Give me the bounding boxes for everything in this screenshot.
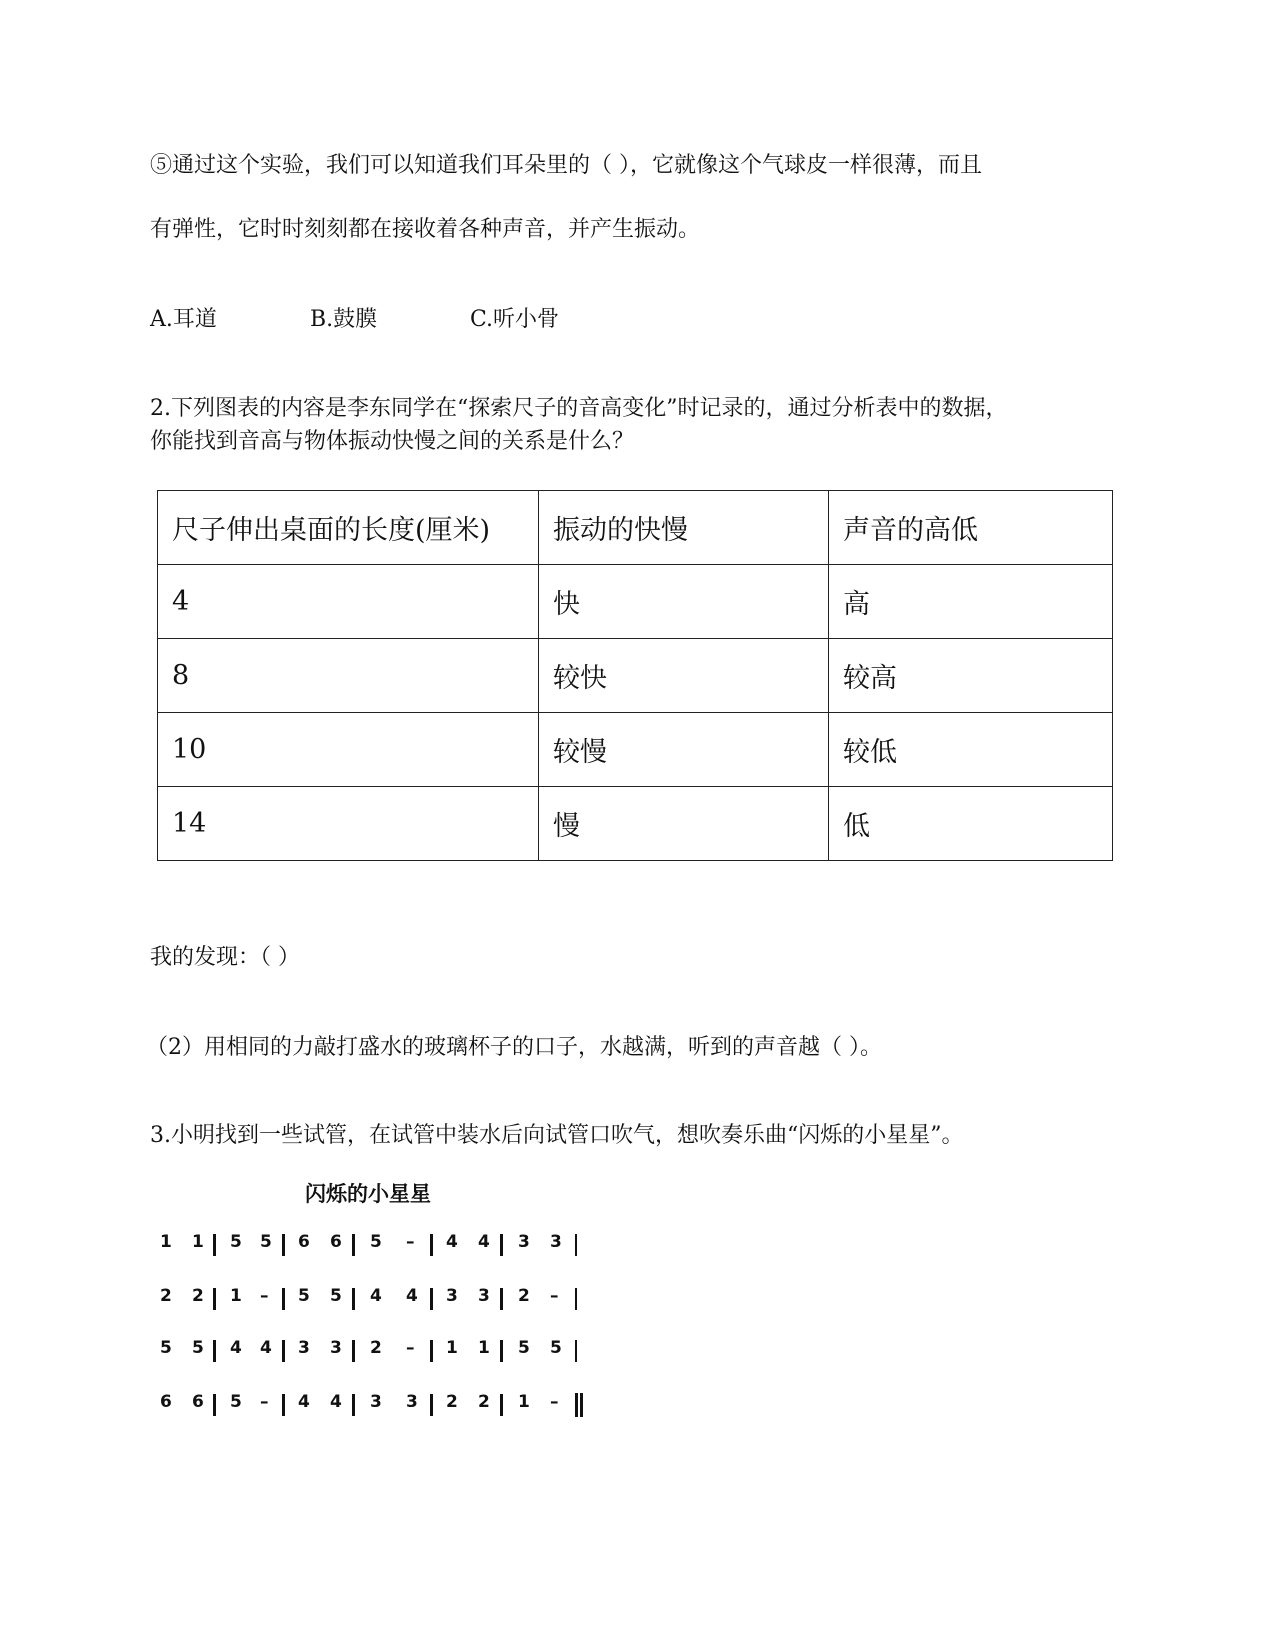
score-note: 5 [370, 1232, 382, 1252]
score-note: 2 [518, 1286, 530, 1306]
score-note: 1 [160, 1232, 172, 1252]
score-note: 1 [230, 1286, 242, 1306]
barline [575, 1340, 577, 1362]
score-note: 5 [298, 1286, 310, 1306]
score-note: 3 [550, 1232, 562, 1252]
score-note: – [260, 1286, 269, 1306]
score-note: 2 [446, 1392, 458, 1412]
table-row [158, 787, 1113, 861]
header-cell-pitch: 声音的高低 [829, 491, 1113, 565]
score-note: 5 [230, 1392, 242, 1412]
table-cell: 慢 [539, 787, 829, 861]
option-a: A.耳道 [150, 307, 217, 332]
table-header-row [158, 491, 1113, 565]
table-cell: 低 [829, 787, 1113, 861]
score-note: 4 [330, 1392, 342, 1412]
barline [500, 1394, 503, 1416]
option-b: B.鼓膜 [310, 307, 378, 332]
score-note: 5 [330, 1286, 342, 1306]
score-note: 3 [518, 1232, 530, 1252]
barline [282, 1234, 285, 1256]
table-cell: 14 [158, 787, 539, 861]
score-note: 4 [230, 1338, 242, 1358]
score-note: 5 [260, 1232, 272, 1252]
barline [352, 1394, 355, 1416]
header-cell-vibration: 振动的快慢 [539, 491, 829, 565]
barline [430, 1340, 433, 1362]
score-note: 3 [446, 1286, 458, 1306]
barline [575, 1234, 577, 1256]
table-cell: 高 [829, 565, 1113, 639]
score-note: 4 [370, 1286, 382, 1306]
score-note: 1 [446, 1338, 458, 1358]
barline [500, 1340, 503, 1362]
score-note: 3 [330, 1338, 342, 1358]
option-c: C.听小骨 [470, 307, 560, 332]
header-cell-length: 尺子伸出桌面的长度(厘米) [158, 491, 539, 565]
barline [575, 1288, 577, 1310]
barline [352, 1234, 355, 1256]
score-note: 5 [192, 1338, 204, 1358]
score-note: – [260, 1392, 269, 1412]
table-row [158, 565, 1113, 639]
barline [213, 1234, 216, 1256]
score-note: – [406, 1338, 415, 1358]
score-note: 4 [446, 1232, 458, 1252]
my-finding-prompt: 我的发现：（ ） [150, 945, 300, 970]
score-note: 5 [550, 1338, 562, 1358]
table-cell: 8 [158, 639, 539, 713]
sub-question-2: （2）用相同的力敲打盛水的玻璃杯子的口子，水越满，听到的声音越（ ）。 [146, 1035, 882, 1060]
table-cell: 较低 [829, 713, 1113, 787]
question-3-text: 3.小明找到一些试管，在试管中装水后向试管口吹气，想吹奏乐曲“闪烁的小星星”。 [150, 1123, 964, 1148]
score-note: 4 [260, 1338, 272, 1358]
score-note: 2 [478, 1392, 490, 1412]
score-note: 4 [478, 1232, 490, 1252]
question-5-text-line-2: 有弹性，它时时刻刻都在接收着各种声音，并产生振动。 [150, 217, 701, 242]
score-note: 2 [370, 1338, 382, 1358]
score-note: 1 [478, 1338, 490, 1358]
score-note: 6 [330, 1232, 342, 1252]
score-note: – [550, 1286, 559, 1306]
barline [352, 1288, 355, 1310]
table-row [158, 713, 1113, 787]
score-note: – [550, 1392, 559, 1412]
barline [430, 1394, 433, 1416]
score-row [160, 1338, 620, 1366]
score-note: 6 [160, 1392, 172, 1412]
score-note: 4 [406, 1286, 418, 1306]
barline [213, 1394, 216, 1416]
score-note: 1 [518, 1392, 530, 1412]
barline [430, 1288, 433, 1310]
score-note: 3 [370, 1392, 382, 1412]
score-note: 4 [298, 1392, 310, 1412]
final-barline [575, 1393, 585, 1417]
score-note: 6 [298, 1232, 310, 1252]
score-note: 5 [518, 1338, 530, 1358]
table-cell: 较慢 [539, 713, 829, 787]
score-note: 3 [406, 1392, 418, 1412]
score-note: 5 [230, 1232, 242, 1252]
answer-options [150, 306, 559, 334]
barline [500, 1234, 503, 1256]
score-note: – [406, 1232, 415, 1252]
barline [282, 1340, 285, 1362]
table-cell: 4 [158, 565, 539, 639]
ruler-pitch-table [157, 490, 1113, 861]
barline [500, 1288, 503, 1310]
barline [430, 1234, 433, 1256]
score-note: 1 [192, 1232, 204, 1252]
question-5-text-line-1: ⑤通过这个实验，我们可以知道我们耳朵里的（ ），它就像这个气球皮一样很薄，而且 [150, 153, 982, 178]
table-row [158, 639, 1113, 713]
barline [213, 1340, 216, 1362]
question-2-text-line-2: 你能找到音高与物体振动快慢之间的关系是什么？ [150, 429, 635, 454]
barline [282, 1394, 285, 1416]
table-cell: 快 [539, 565, 829, 639]
barline [282, 1288, 285, 1310]
score-row [160, 1286, 620, 1314]
score-note: 6 [192, 1392, 204, 1412]
score-row [160, 1232, 620, 1260]
score-note: 2 [192, 1286, 204, 1306]
score-note: 3 [478, 1286, 490, 1306]
score-note: 2 [160, 1286, 172, 1306]
score-title: 闪烁的小星星 [305, 1182, 431, 1206]
barline [213, 1288, 216, 1310]
score-note: 5 [160, 1338, 172, 1358]
score-note: 3 [298, 1338, 310, 1358]
table-cell: 较高 [829, 639, 1113, 713]
question-2-text-line-1: 2.下列图表的内容是李东同学在“探索尺子的音高变化”时记录的，通过分析表中的数据， [150, 396, 1008, 421]
barline [352, 1340, 355, 1362]
table-cell: 较快 [539, 639, 829, 713]
table-cell: 10 [158, 713, 539, 787]
score-row [160, 1392, 620, 1420]
